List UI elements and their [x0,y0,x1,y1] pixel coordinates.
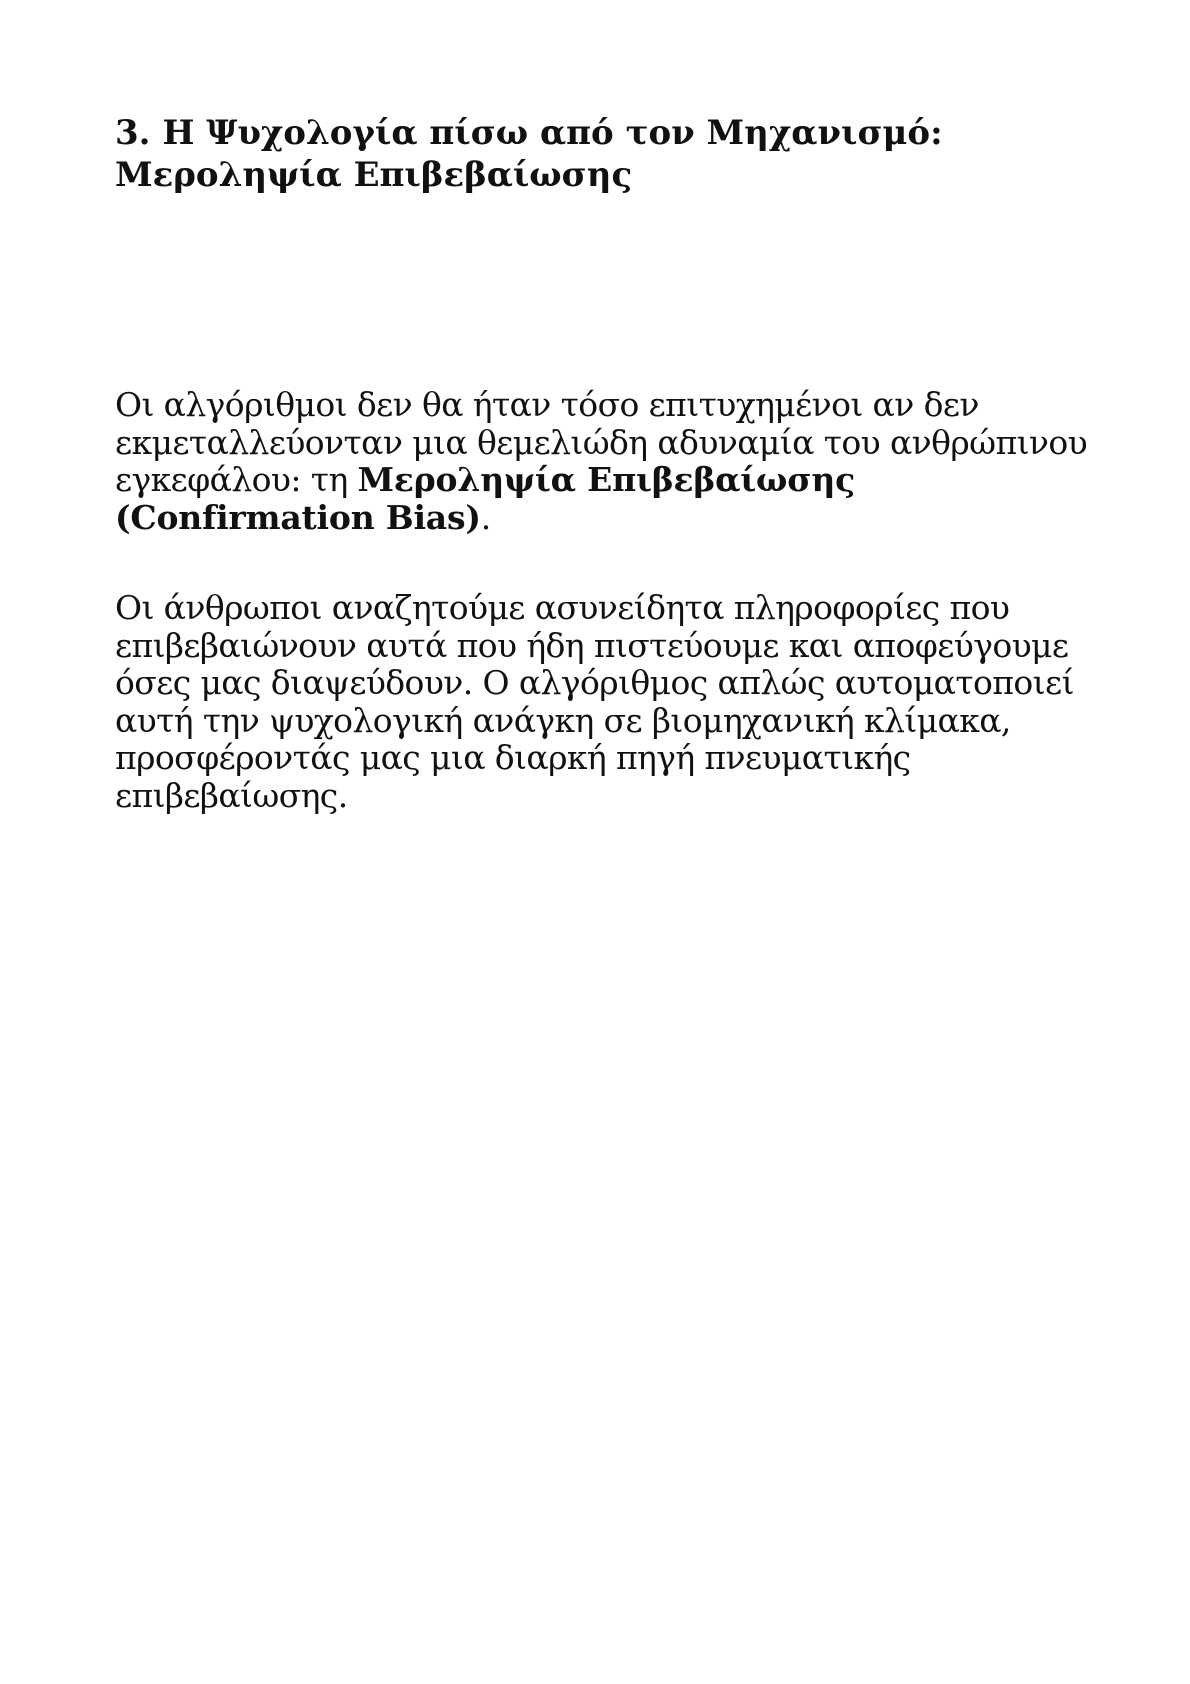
bold-term-greek: Μεροληψία Επιβεβαίωσης [357,460,856,499]
paragraph-explanation-line-2: επιβεβαιώνουν αυτά που ήδη πιστεύουμε και αποφεύγουμε [115,625,1069,665]
paragraph-explanation-line-6: επιβεβαίωσης. [115,775,348,815]
paragraph-explanation [115,589,1095,814]
paragraph-explanation-line-1: Οι άνθρωποι αναζητούμε ασυνείδητα πληροφορίες που [115,588,1010,627]
section-heading [115,112,1095,196]
paragraph-intro-line-1: Οι αλγόριθμοι δεν θα ήταν τόσο επιτυχημένοι αν δεν [115,385,979,424]
bold-term-english: (Confirmation Bias) [115,497,481,537]
paragraph-intro-line-2: εκμεταλλεύονταν μια θεμελιώδη αδυναμία του ανθρώπινου [115,422,1088,462]
paragraph-intro-line-4 [115,499,1095,537]
paragraph-intro [115,386,1095,536]
section-heading-line-2: Μεροληψία Επιβεβαίωσης [115,155,633,195]
paragraph-explanation-line-3: όσες μας διαψεύδουν. Ο αλγόριθμος απλώς αυτοματοποιεί [115,663,1074,702]
paragraph-explanation-line-5: προσφέροντάς μας μια διαρκή πηγή πνευματικής [115,738,911,777]
page-content [115,112,1095,814]
paragraph-explanation-line-4: αυτή την ψυχολογική ανάγκη σε βιομηχανική κλίμακα, [115,700,1011,740]
sentence-period: . [480,497,491,537]
section-heading-line-1: 3. Η Ψυχολογία πίσω από τον Μηχανισμό: [115,113,943,153]
paragraph-intro-line-3 [115,461,1095,499]
paragraph-intro-line-3-text: εγκεφάλου: τη [115,460,358,499]
